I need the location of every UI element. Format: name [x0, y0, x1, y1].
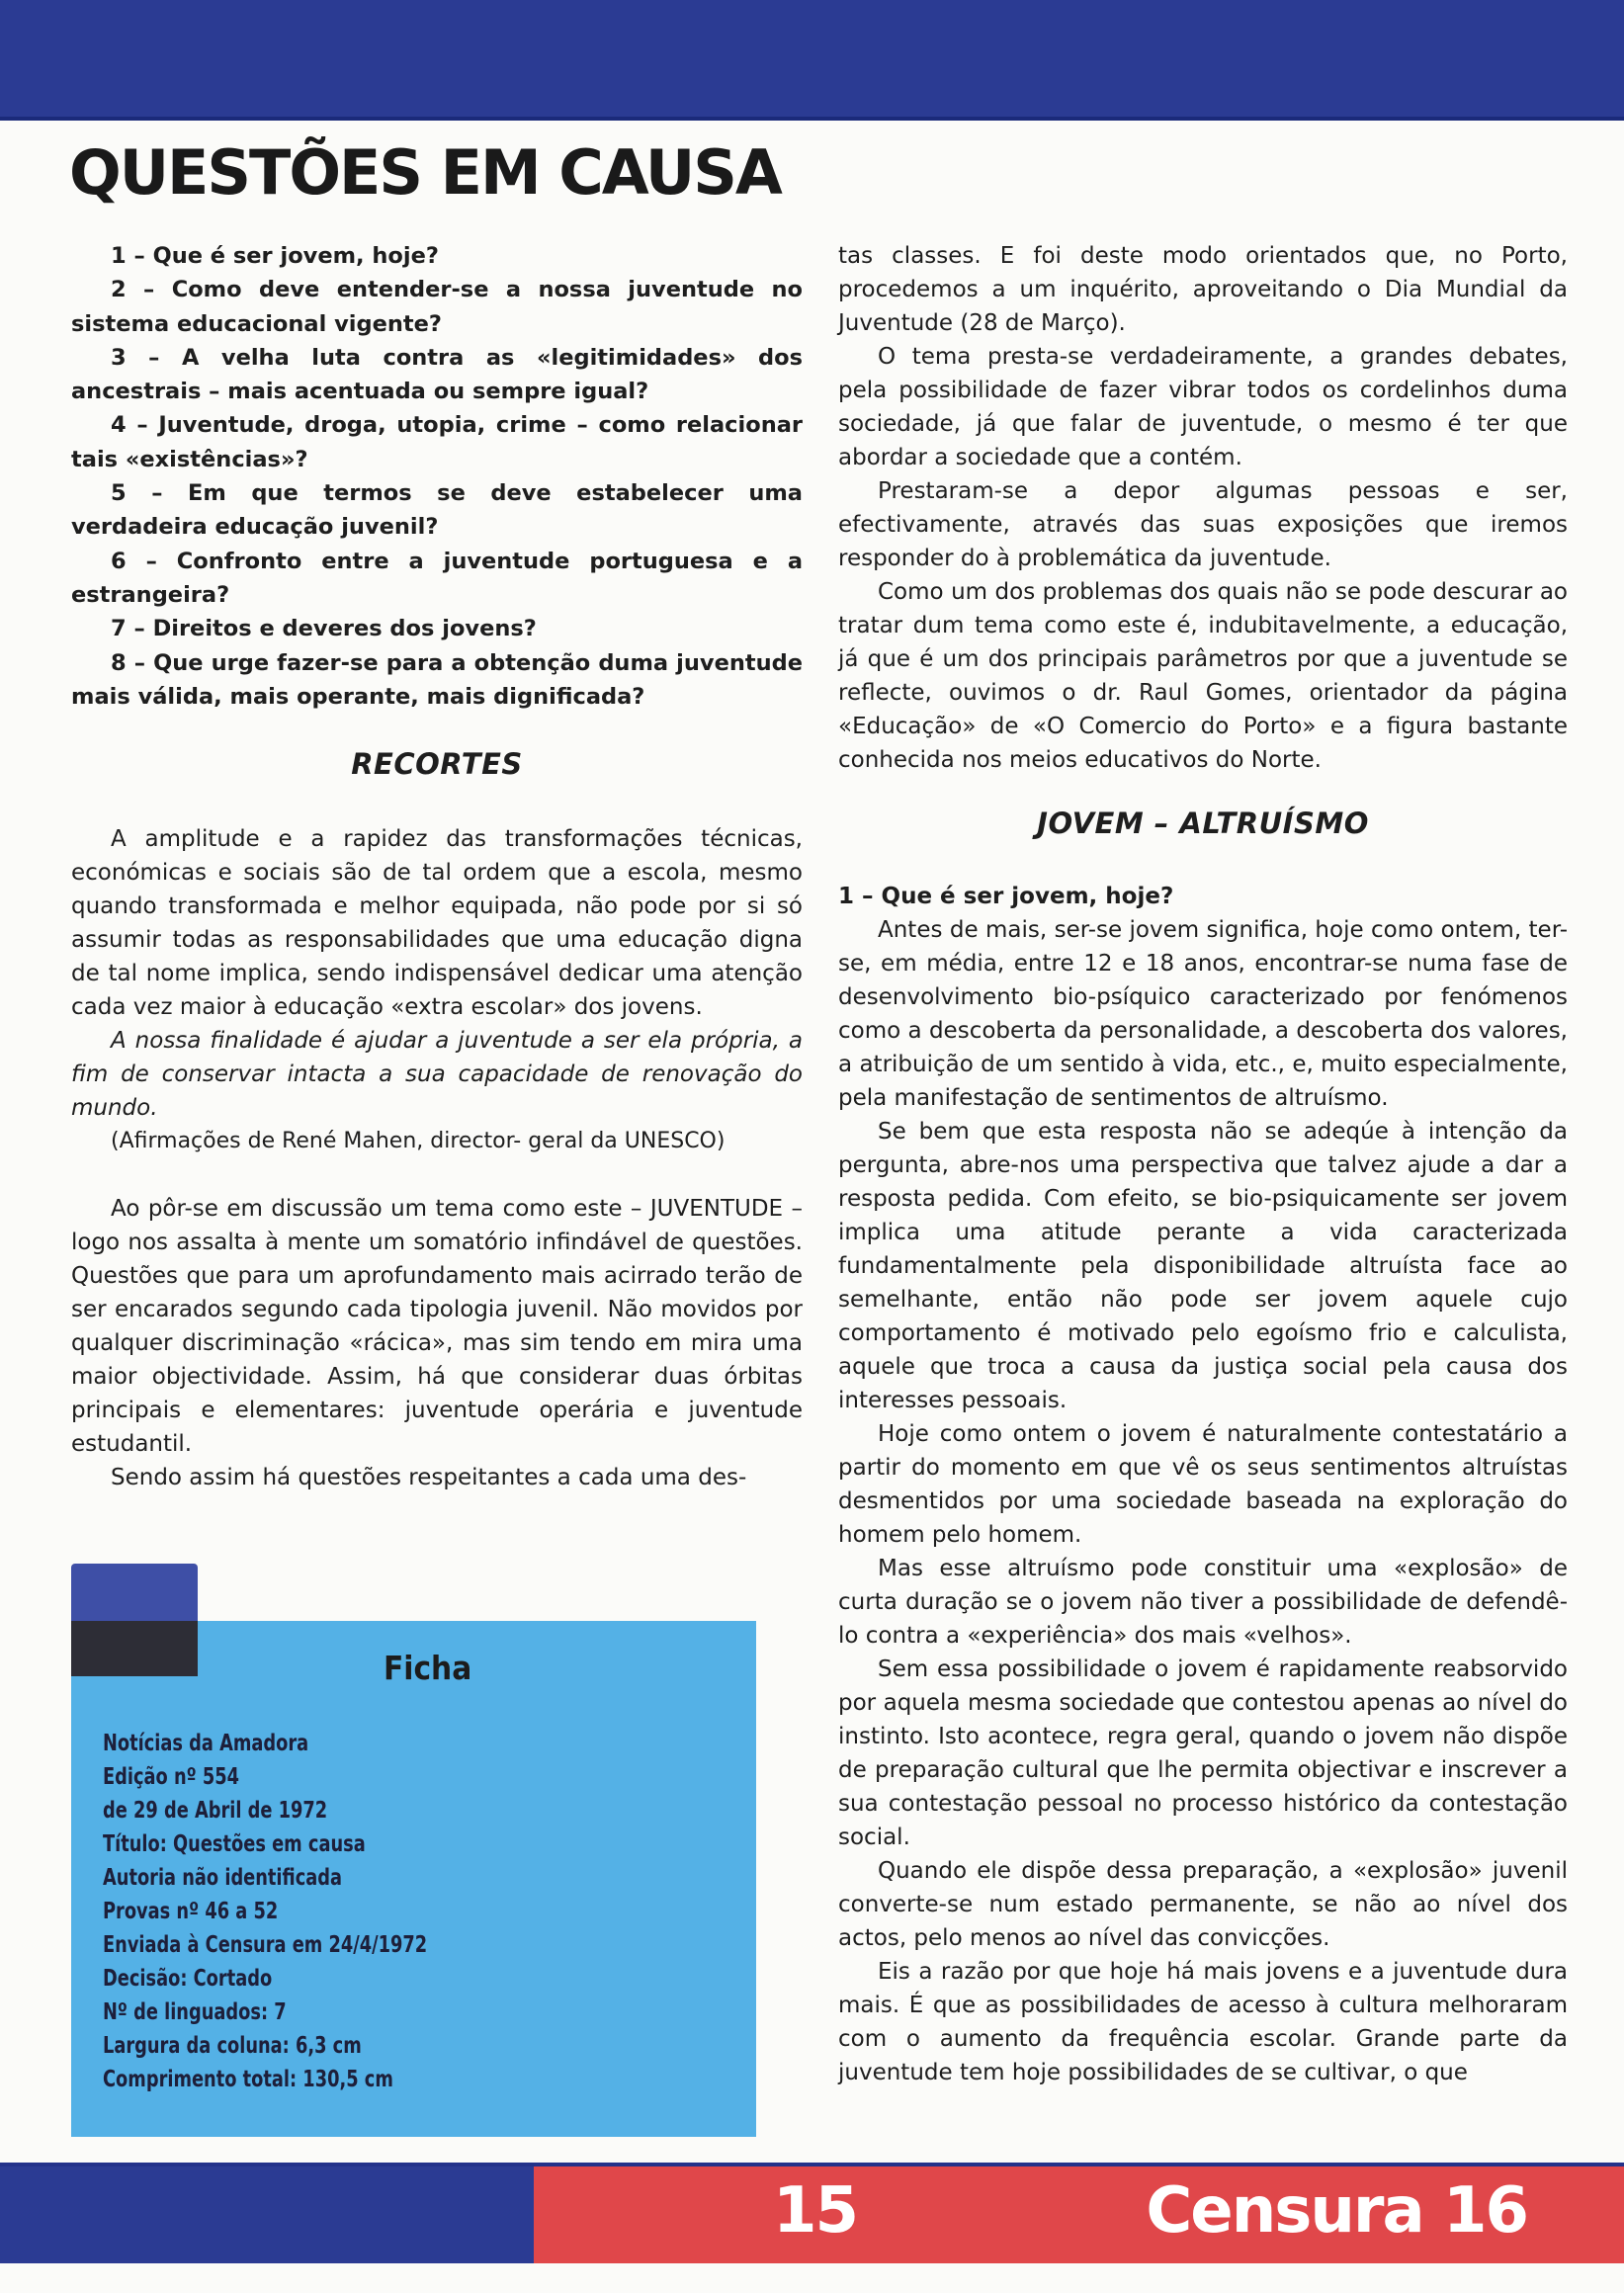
body-paragraph: Prestaram-se a depor algumas pessoas e ser, efectivamente, através das suas exposições que iremos responder do à problemática da juventude. — [838, 478, 1568, 571]
question-item: 7 – Direitos e deveres dos jovens? — [111, 616, 537, 642]
ficha-line: Nº de linguados: 7 — [103, 1999, 287, 2025]
recortes-heading: RECORTES — [351, 747, 523, 782]
body-paragraph: Hoje como ontem o jovem é naturalmente contestatário a partir do momento em que vê os seus sentimentos altruístas desmentidos por uma sociedade baseada na exploração do homem pelo homem. — [838, 1421, 1568, 1548]
ficha-line: Enviada à Censura em 24/4/1972 — [103, 1932, 428, 1958]
question-list — [71, 239, 803, 714]
top-banner-rule — [0, 117, 1624, 121]
publication-name: Censura 16 — [1146, 2174, 1527, 2248]
recortes-source: (Afirmações de René Mahen, director- geral da UNESCO) — [111, 1129, 726, 1154]
ficha-line: de 29 de Abril de 1972 — [103, 1798, 328, 1824]
question-item: 3 – A velha luta contra as «legitimidades» dos ancestrais – mais acentuada ou sempre igual? — [71, 344, 803, 405]
ficha-line: Decisão: Cortado — [103, 1966, 273, 1992]
ficha-line: Notícias da Amadora — [103, 1731, 309, 1756]
page-title: QUESTÕES EM CAUSA — [69, 136, 781, 209]
page-number: 15 — [773, 2174, 858, 2248]
question-item: 6 – Confronto entre a juventude portuguesa e a estrangeira? — [71, 548, 803, 608]
section-heading: JOVEM – ALTRUÍSMO — [1037, 807, 1369, 840]
recortes-paragraph: A amplitude e a rapidez das transformações técnicas, económicas e sociais são de tal ordem que a escola, mesmo quando transformada e melhor equipada, não pode por si só assumir todas as responsabilidades que uma educação digna de tal nome implica, sendo indispensável dedicar uma atenção cada vez maior à educação «extra escolar» dos jovens. — [71, 826, 803, 1021]
body-paragraph: Antes de mais, ser-se jovem significa, hoje como ontem, ter-se, em média, entre 12 e 18 anos, encontrar-se numa fase de desenvolvimento bio-psíquico caracterizado por fenómenos como a descoberta da personalidade, a descoberta dos valores, a atribuição de um sentido à vida, etc., e, muito especialmente, pela manifestação de sentimentos de altruísmo. — [838, 917, 1568, 1111]
recortes-quote: A nossa finalidade é ajudar a juventude a ser ela própria, a fim de conservar intacta a sua capacidade de renovação do mundo. — [71, 1028, 803, 1122]
section-question: 1 – Que é ser jovem, hoje? — [838, 884, 1174, 909]
body-paragraph: Como um dos problemas dos quais não se pode descurar ao tratar dum tema como este é, indubitavelmente, a educação, já que é um dos principais parâmetros por que a juventude se reflecte, ouvimos o dr. Raul Gomes, orientador da página «Educação» de «O Comercio do Porto» e a figura bastante conhecida nos meios educativos do Norte. — [838, 579, 1568, 773]
intro-block — [71, 1192, 803, 1494]
body-paragraph: Se bem que esta resposta não se adeqúe à intenção da pergunta, abre-nos uma perspectiva que talvez ajude a dar a resposta pedida. Com efeito, se bio-psiquicamente ser jovem implica uma atitude perante a vida caracterizada fundamentalmente pela disponibilidade altruísta face ao semelhante, então não pode ser jovem aquele cujo comportamento é motivado pelo egoísmo frio e calculista, aquele que troca a causa da justiça social pela causa dos interesses pessoais. — [838, 1119, 1568, 1413]
ficha-tab-shadow — [71, 1621, 198, 1676]
body-paragraph: tas classes. E foi deste modo orientados que, no Porto, procedemos a um inquérito, aproveitando o Dia Mundial da Juventude (28 de Março). — [838, 243, 1568, 336]
ficha-line: Título: Questões em causa — [103, 1831, 366, 1857]
question-item: 8 – Que urge fazer-se para a obtenção duma juventude mais válida, mais operante, mais dignificada? — [71, 649, 803, 710]
ficha-line: Largura da coluna: 6,3 cm — [103, 2033, 362, 2059]
body-paragraph: Quando ele dispõe dessa preparação, a «explosão» juvenil converte-se num estado permanente, se não ao nível dos actos, pelo menos ao nível das convicções. — [838, 1858, 1568, 1951]
ficha-line: Comprimento total: 130,5 cm — [103, 2067, 393, 2092]
body-paragraph: Sendo assim há questões respeitantes a cada uma des- — [111, 1465, 747, 1491]
right-column — [838, 239, 1568, 2089]
top-banner — [0, 0, 1624, 117]
body-paragraph: Ao pôr-se em discussão um tema como este – JUVENTUDE – logo nos assalta à mente um somatório infindável de questões. Questões que para um aprofundamento mais acirrado terão de ser encarados segundo cada tipologia juvenil. Não movidos por qualquer discriminação «rácica», mas sim tendo em mira uma maior objectividade. Assim, há que considerar duas órbitas principais e elementares: juventude operária e juventude estudantil. — [71, 1196, 803, 1458]
body-paragraph: Mas esse altruísmo pode constituir uma «explosão» de curta duração se o jovem não tiver a possibilidade de defendê-lo contra a «experiência» dos mais «velhos». — [838, 1556, 1568, 1649]
question-item: 4 – Juventude, droga, utopia, crime – como relacionar tais «existências»? — [71, 412, 803, 472]
body-paragraph: Eis a razão por que hoje há mais jovens e a juventude dura mais. É que as possibilidades de acesso à cultura melhoraram com o aumento da frequência escolar. Grande parte da juventude tem hoje possibilidades de se cultivar, o que — [838, 1959, 1568, 2085]
question-item: 1 – Que é ser jovem, hoje? — [111, 243, 439, 269]
question-item: 5 – Em que termos se deve estabelecer uma verdadeira educação juvenil? — [71, 480, 803, 541]
ficha-line: Autoria não identificada — [103, 1865, 343, 1891]
question-item: 2 – Como deve entender-se a nossa juventude no sistema educacional vigente? — [71, 277, 803, 337]
footer-blue-band — [0, 2166, 534, 2263]
body-paragraph: O tema presta-se verdadeiramente, a grandes debates, pela possibilidade de fazer vibrar todos os cordelinhos duma sociedade, já que falar de juventude, o mesmo é ter que abordar a sociedade que a contém. — [838, 344, 1568, 470]
ficha-line: Edição nº 554 — [103, 1764, 240, 1790]
ficha-details — [103, 1727, 480, 2096]
left-column — [71, 239, 803, 1494]
ficha-title: Ficha — [384, 1649, 472, 1687]
recortes-block — [71, 822, 803, 1158]
body-paragraph: Sem essa possibilidade o jovem é rapidamente reabsorvido por aquela mesma sociedade que contestou apenas ao nível do instinto. Isto acontece, regra geral, quando o jovem não dispõe de preparação cultural que lhe permita objectivar e inscrever a sua contestação pessoal no processo histórico da contestação social. — [838, 1656, 1568, 1850]
ficha-line: Provas nº 46 a 52 — [103, 1899, 279, 1924]
